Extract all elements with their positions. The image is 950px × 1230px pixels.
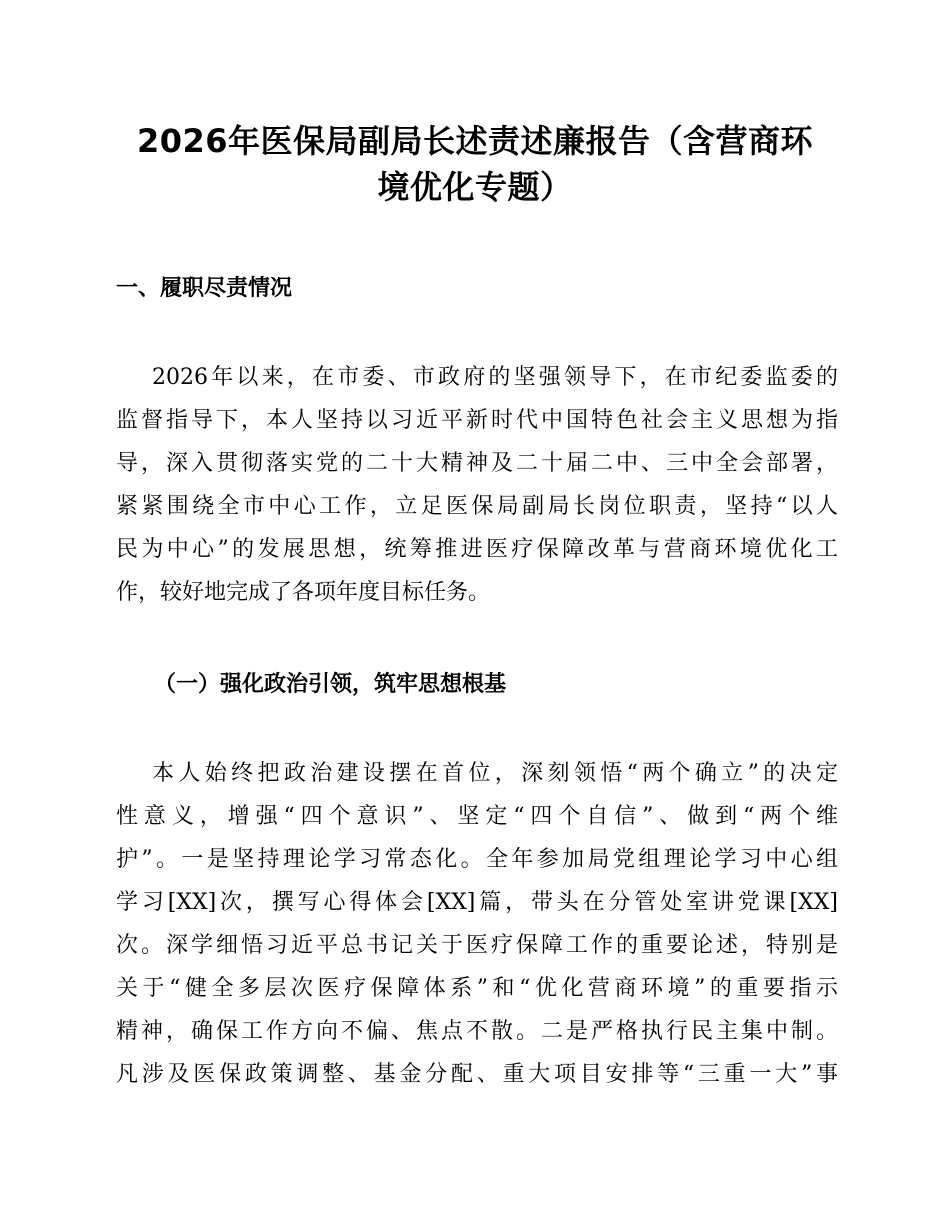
title-line-2: 境优化专题）: [377, 168, 573, 206]
paragraph-line: 紧紧围绕全市中心工作，立足医保局副局长岗位职责，坚持“以人: [116, 494, 838, 519]
paragraph-line: 凡涉及医保政策调整、基金分配、重大项目安排等“三重一大”事: [116, 1062, 838, 1087]
paragraph-line: 护”。一是坚持理论学习常态化。全年参加局党组理论学习中心组: [116, 847, 838, 872]
paragraph-line: 民为中心”的发展思想，统筹推进医疗保障改革与营商环境优化工: [116, 537, 838, 562]
subsection-heading: （一）强化政治引领，筑牢思想根基: [154, 672, 507, 697]
paragraph-political: [116, 752, 838, 1096]
paragraph-line: 性意义，增强“四个意识”、坚定“四个自信”、做到“两个维: [116, 804, 838, 829]
document-title: [110, 118, 840, 210]
paragraph-line: 2026年以来，在市委、市政府的坚强领导下，在市纪委监委的: [152, 365, 838, 390]
paragraph-intro: [116, 356, 838, 614]
section-heading: 一、履职尽责情况: [116, 276, 293, 301]
paragraph-line: 精神，确保工作方向不偏、焦点不散。二是严格执行民主集中制。: [116, 1019, 838, 1044]
paragraph-line: 导，深入贯彻落实党的二十大精神及二十届二中、三中全会部署，: [116, 451, 838, 476]
paragraph-line: 关于“健全多层次医疗保障体系”和“优化营商环境”的重要指示: [116, 976, 838, 1001]
paragraph-line: 次。深学细悟习近平总书记关于医疗保障工作的重要论述，特别是: [116, 933, 838, 958]
paragraph-line: 作，较好地完成了各项年度目标任务。: [116, 580, 491, 605]
paragraph-line: 本人始终把政治建设摆在首位，深刻领悟“两个确立”的决定: [152, 761, 838, 786]
paragraph-line: 监督指导下，本人坚持以习近平新时代中国特色社会主义思想为指: [116, 408, 838, 433]
title-line-1: 2026年医保局副局长述责述廉报告（含营商环: [136, 122, 814, 160]
paragraph-line: 学习[XX]次，撰写心得体会[XX]篇，带头在分管处室讲党课[XX]: [116, 890, 838, 915]
